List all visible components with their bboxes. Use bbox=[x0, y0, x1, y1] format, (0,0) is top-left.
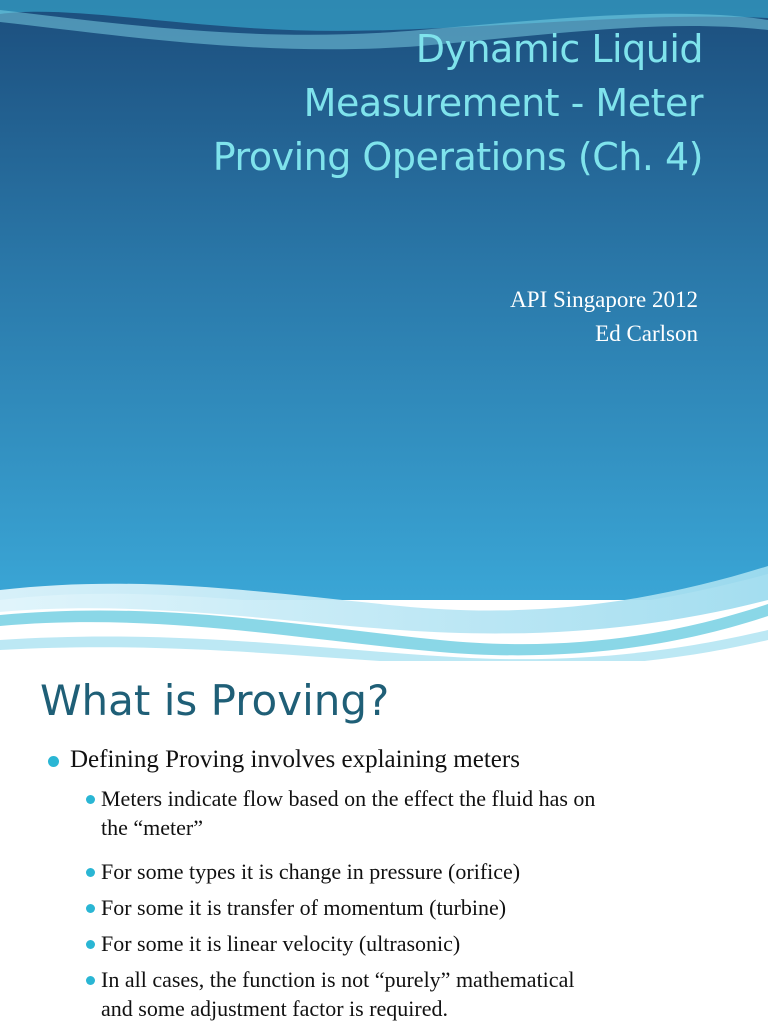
bullet-icon bbox=[86, 904, 95, 913]
sub-bullet-line: Meters indicate flow based on the effect the fluid has on bbox=[101, 786, 596, 811]
sub-bullet-line: For some types it is change in pressure (orifice) bbox=[101, 859, 521, 884]
sub-bullet-line: For some it is linear velocity (ultrasonic) bbox=[101, 931, 461, 956]
sub-bullet-line: In all cases, the function is not “purely” mathematical bbox=[101, 967, 575, 992]
subtitle-line: Ed Carlson bbox=[595, 321, 698, 346]
slide-title bbox=[0, 22, 703, 184]
bullet-icon bbox=[86, 795, 95, 804]
sub-bullet-item bbox=[101, 857, 741, 886]
sub-bullet-item bbox=[101, 965, 741, 1023]
slide-title: What is Proving? bbox=[40, 676, 390, 725]
content-slide bbox=[0, 661, 768, 1024]
title-line: Dynamic Liquid bbox=[415, 27, 703, 71]
slide-subtitle bbox=[0, 283, 698, 351]
subtitle-line: API Singapore 2012 bbox=[510, 287, 698, 312]
bullet-icon bbox=[86, 976, 95, 985]
title-line: Measurement - Meter bbox=[303, 81, 703, 125]
bullet-icon bbox=[86, 868, 95, 877]
bullet-icon bbox=[48, 756, 59, 767]
sub-bullet-line: and some adjustment factor is required. bbox=[101, 996, 449, 1021]
bullet-item: Defining Proving involves explaining meters bbox=[70, 746, 520, 773]
sub-bullet-line: the “meter” bbox=[101, 815, 203, 840]
sub-bullet-item bbox=[101, 784, 741, 842]
sub-bullet-item bbox=[101, 929, 741, 958]
sub-bullet-line: For some it is transfer of momentum (turbine) bbox=[101, 895, 507, 920]
title-line: Proving Operations (Ch. 4) bbox=[212, 135, 703, 179]
bullet-icon bbox=[86, 940, 95, 949]
sub-bullet-item bbox=[101, 893, 741, 922]
